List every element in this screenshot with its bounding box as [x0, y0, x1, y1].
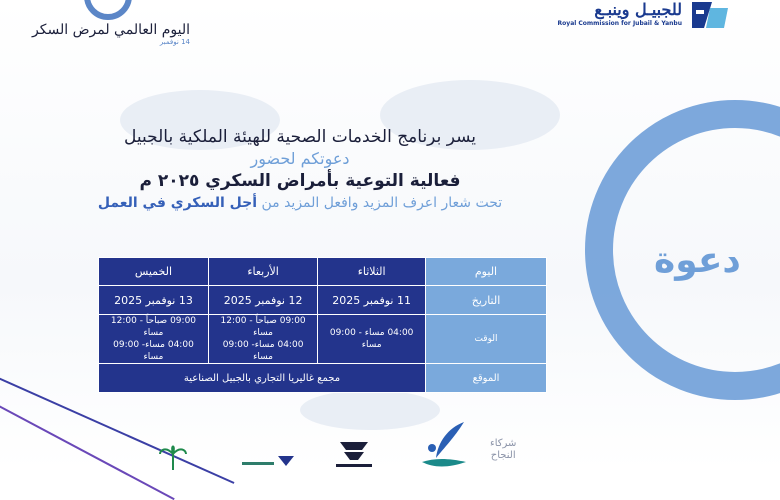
partner-logo-icon	[418, 418, 470, 470]
time-cell	[318, 315, 426, 364]
day-cell: الأربعاء	[208, 258, 317, 286]
time-line: 04:00 مساء- 09:00 مساء	[113, 340, 194, 362]
invitation-word: دعوة	[654, 240, 741, 281]
table-row	[99, 364, 547, 393]
label-day: اليوم	[426, 258, 547, 286]
date-cell: 11 نوفمبر 2025	[318, 286, 426, 315]
partners-label-line2: النجاح	[490, 450, 516, 461]
partner-logo-icon	[242, 448, 298, 470]
day-cell: الثلاثاء	[318, 258, 426, 286]
time-cell	[99, 315, 209, 364]
partners-label	[490, 438, 516, 462]
time-line: 09:00 صباحاً - 12:00 مساء	[110, 316, 197, 338]
label-date: التاريخ	[426, 286, 547, 315]
commission-emblem-icon	[690, 0, 730, 32]
schedule-table	[98, 257, 547, 393]
date-cell: 13 نوفمبر 2025	[99, 286, 209, 315]
invitation-line4	[60, 192, 540, 214]
table-row	[99, 258, 547, 286]
partners-label-line1: شركاء	[490, 438, 517, 449]
commission-name-ar: للجبيـل وينبـع	[594, 0, 682, 19]
event-day-title: اليوم العالمي لمرض السكر	[32, 22, 190, 38]
event-day-date: 14 نوفمبر	[159, 38, 190, 46]
commission-name-en: Royal Commission for Jubail & Yanbu	[557, 20, 682, 27]
invitation-line2: دعوتكم لحضور	[250, 149, 350, 168]
invitation-line1: يسر برنامج الخدمات الصحية للهيئة الملكية بالجبيل	[124, 127, 476, 147]
partner-logo-icon	[334, 436, 374, 470]
time-line: 04:00 مساء- 09:00 مساء	[222, 340, 304, 362]
label-time: الوقت	[426, 315, 547, 364]
slogan-highlight: أجل السكري في العمل	[97, 195, 258, 211]
table-row	[99, 286, 547, 315]
table-row	[99, 315, 547, 364]
location-cell: مجمع غاليريا التجاري بالجبيل الصناعية	[99, 364, 426, 393]
world-diabetes-day-title	[32, 22, 190, 46]
time-cell	[208, 315, 317, 364]
palm-logo-icon	[158, 440, 188, 470]
invitation-line3: فعالية التوعية بأمراض السكري ٢٠٢٥ م	[139, 171, 461, 191]
label-location: الموقع	[426, 364, 547, 393]
slogan-prefix: تحت شعار اعرف المزيد وافعل المزيد من	[261, 195, 503, 211]
day-cell: الخميس	[99, 258, 209, 286]
date-cell: 12 نوفمبر 2025	[208, 286, 317, 315]
time-line: 09:00 صباحاً - 12:00 مساء	[220, 316, 306, 338]
royal-commission-logo	[540, 0, 730, 32]
invitation-headline	[60, 126, 540, 214]
time-line: 04:00 مساء - 09:00 مساء	[329, 328, 414, 350]
